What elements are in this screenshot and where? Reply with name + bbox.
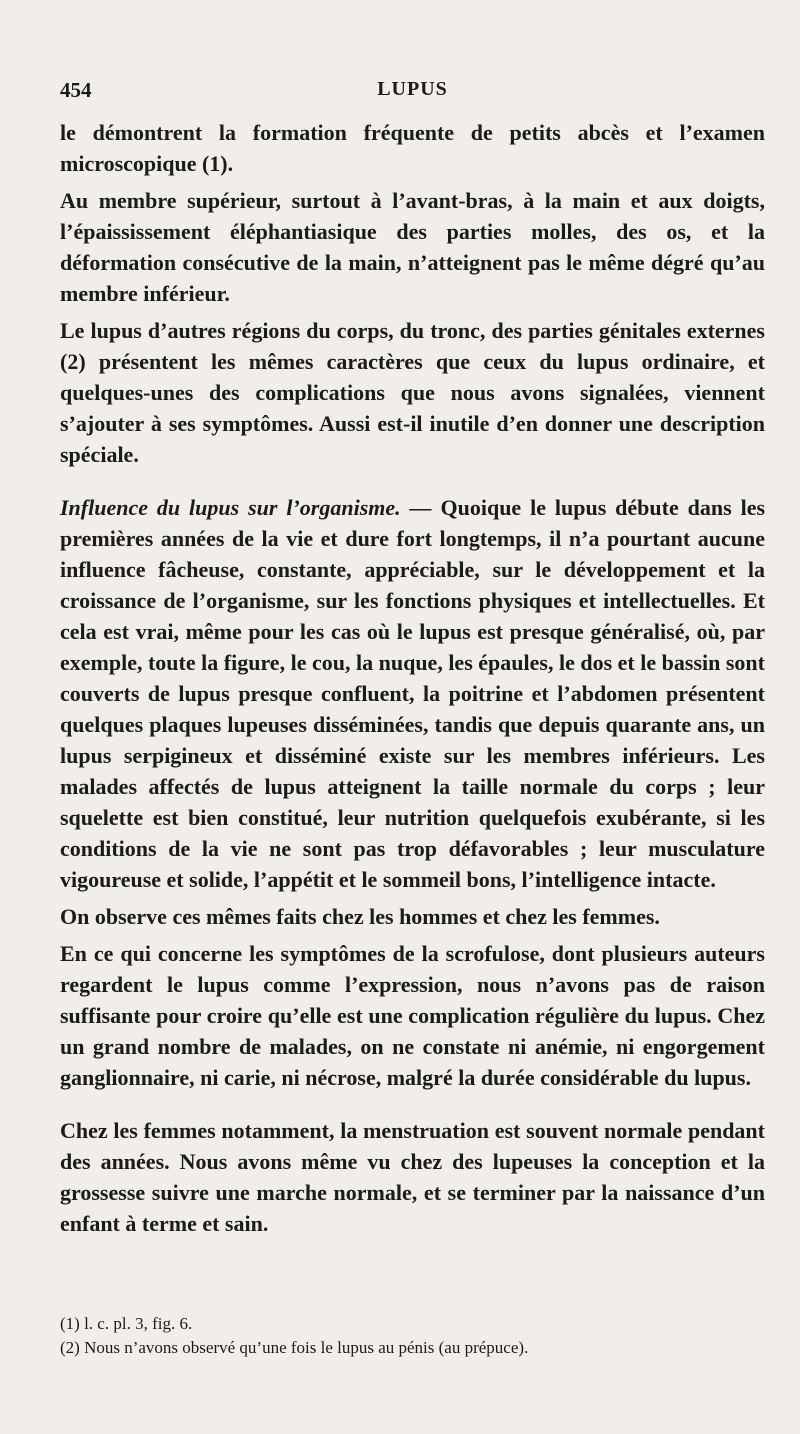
paragraph-other-regions: Le lupus d’autres régions du corps, du tronc, des parties génitales externes (2) présentent les mêmes caractères que ceux du lupus ordinaire, et quelques-unes des complications que nous avons signalées, viennent s’ajouter à ses symptômes. Aussi est-il inutile d’en donner une description spéciale.: [60, 318, 765, 467]
footnotes: [60, 1312, 765, 1360]
paragraph-men-women: On observe ces mêmes faits chez les hommes et chez les femmes.: [60, 904, 660, 929]
footnote-1: (1) l. c. pl. 3, fig. 6.: [60, 1314, 193, 1333]
section-heading: Influence du lupus sur l’organisme. —: [60, 495, 432, 520]
paragraph-influence: [60, 492, 765, 895]
footnote-2: (2) Nous n’avons observé qu’une fois le lupus au pénis (au prépuce).: [60, 1338, 529, 1357]
paragraph-influence-text: Quoique le lupus débute dans les premières années de la vie et dure fort longtemps, il n’a pourtant aucune influence fâcheuse, constante, appréciable, sur le développement et la croissance de l’organisme, sur les fonctions physiques et intellectuelles. Et cela est vrai, même pour les cas où le lupus est presque généralisé, où, par exemple, toute la figure, le cou, la nuque, les épaules, le dos et le bassin sont couverts de lupus presque confluent, la poitrine et l’abdomen présentent quelques plaques lupeuses disséminées, tandis que depuis quarante ans, un lupus serpigineux et disséminé existe sur les membres inférieurs. Les malades affectés de lupus atteignent la taille normale du corps ; leur squelette est bien constitué, leur nutrition quelquefois exubérante, si les conditions de la vie ne sont pas trop défavorables ; leur musculature vigoureuse et solide, l’appétit et le sommeil bons, l’intelligence intacte.: [60, 495, 766, 892]
paragraph-upper-limb: Au membre supérieur, surtout à l’avant-bras, à la main et aux doigts, l’épaississement éléphantiasique des parties molles, des os, et la déformation consécutive de la main, n’atteignent pas le même dégré qu’au membre inférieur.: [60, 188, 765, 306]
page-header: [60, 78, 765, 108]
paragraph-menstruation: Chez les femmes notamment, la menstruation est souvent normale pendant des années. Nous avons même vu chez des lupeuses la conception et la grossesse suivre une marche normale, et se terminer par la naissance d’un enfant à terme et sain.: [60, 1118, 765, 1236]
body-text: [60, 117, 765, 1239]
paragraph-scrofulose: En ce qui concerne les symptômes de la scrofulose, dont plusieurs auteurs regardent le lupus comme l’expression, nous n’avons pas de raison suffisante pour croire qu’elle est une complication régulière du lupus. Chez un grand nombre de malades, on ne constate ni anémie, ni engorgement ganglionnaire, ni carie, ni nécrose, malgré la durée considérable du lupus.: [60, 941, 765, 1090]
paragraph-continuation: le démontrent la formation fréquente de petits abcès et l’examen microscopique (1).: [60, 120, 765, 176]
page-number: 454: [60, 78, 92, 102]
running-title: LUPUS: [377, 78, 448, 100]
